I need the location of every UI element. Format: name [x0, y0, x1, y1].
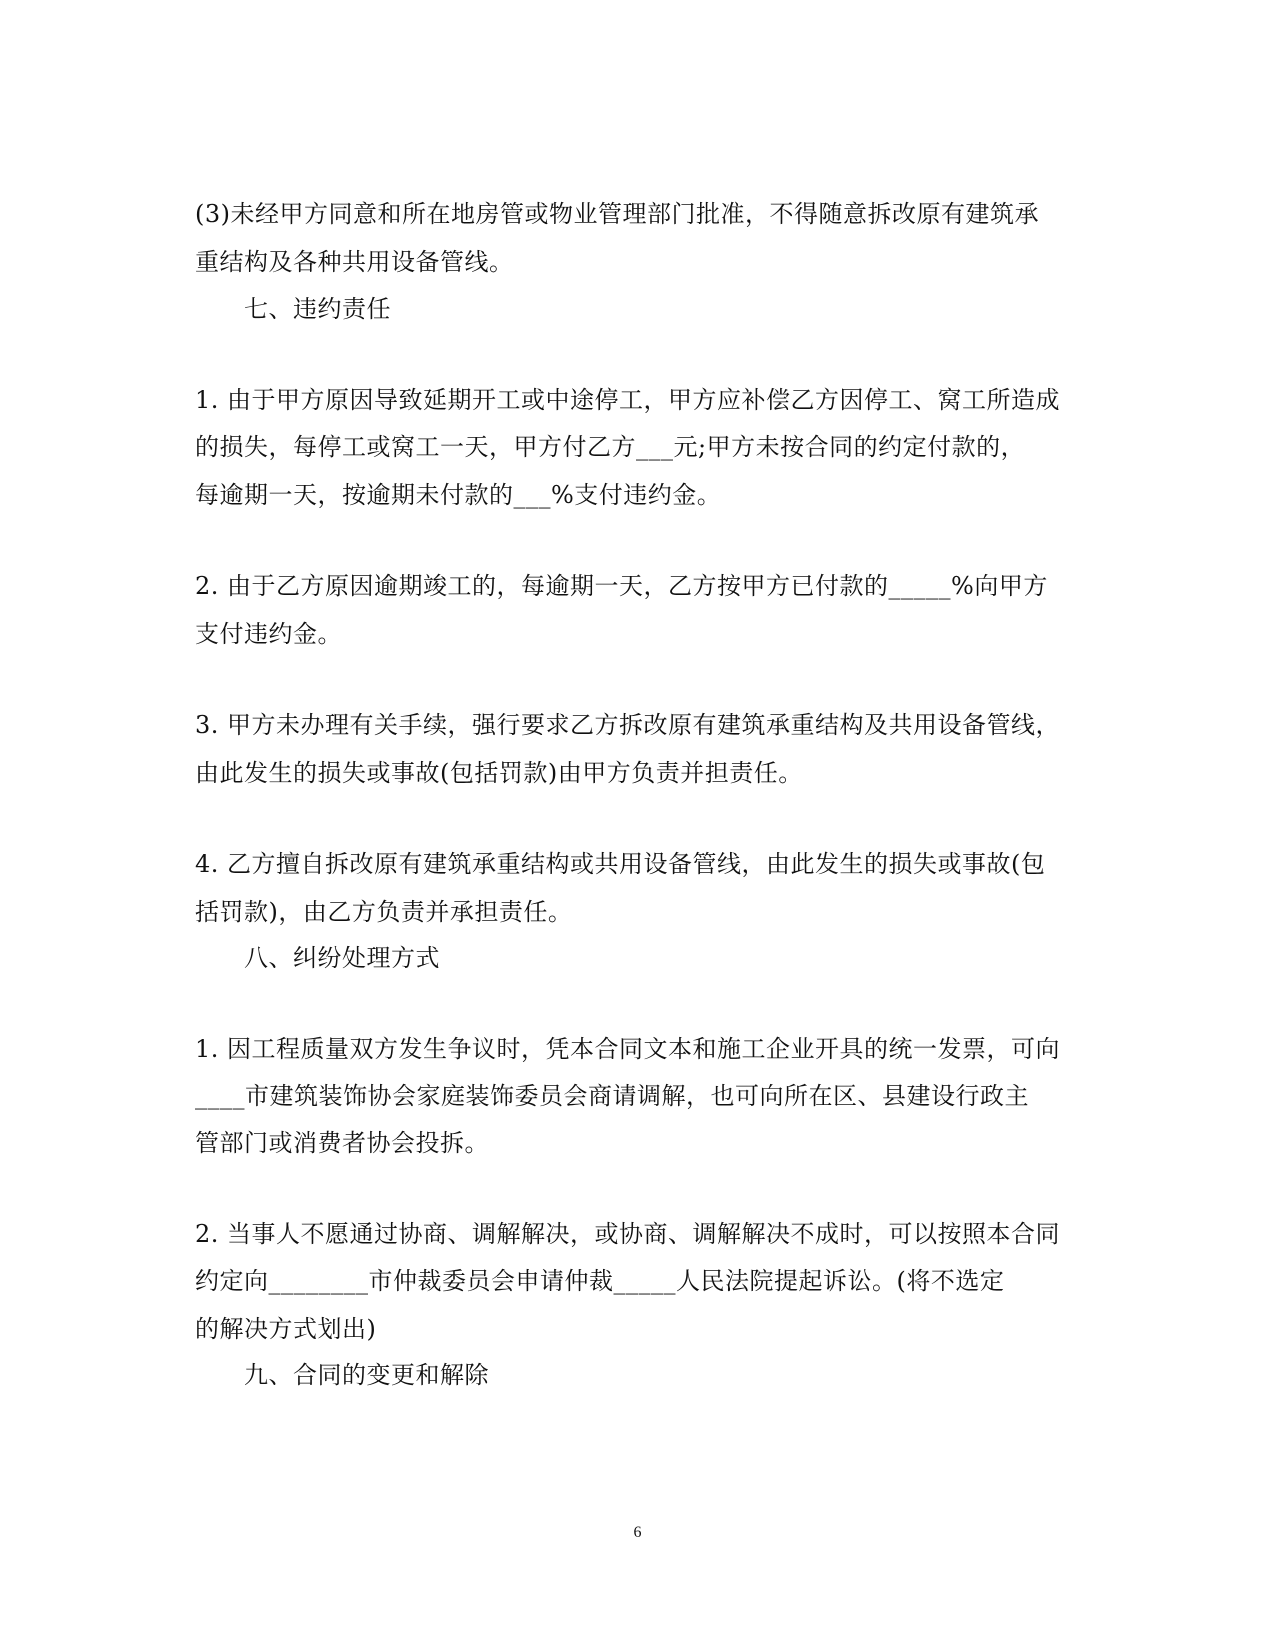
paragraph-line: 2. 当事人不愿通过协商、调解解决，或协商、调解解决不成时，可以按照本合同 — [195, 1220, 1061, 1248]
paragraph-line: 约定向________市仲裁委员会申请仲裁_____人民法院提起诉讼。(将不选定 — [195, 1267, 1005, 1295]
paragraph-line: 2. 由于乙方原因逾期竣工的，每逾期一天，乙方按甲方已付款的_____%向甲方 — [195, 572, 1048, 600]
paragraph-line: ____市建筑装饰协会家庭装饰委员会商请调解，也可向所在区、县建设行政主 — [195, 1082, 1029, 1110]
paragraph-line: 4. 乙方擅自拆改原有建筑承重结构或共用设备管线，由此发生的损失或事故(包 — [195, 850, 1046, 878]
section-heading: 九、合同的变更和解除 — [244, 1361, 489, 1389]
paragraph-line: 每逾期一天，按逾期未付款的___%支付违约金。 — [195, 481, 722, 509]
paragraph-line: 重结构及各种共用设备管线。 — [195, 248, 514, 276]
paragraph-line: 的解决方式划出) — [195, 1315, 377, 1343]
paragraph-line: 1. 由于甲方原因导致延期开工或中途停工，甲方应补偿乙方因停工、窝工所造成 — [195, 386, 1061, 414]
section-heading: 七、违约责任 — [244, 295, 391, 323]
paragraph-line: 由此发生的损失或事故(包括罚款)由甲方负责并担责任。 — [195, 759, 803, 787]
paragraph-line: 3. 甲方未办理有关手续，强行要求乙方拆改原有建筑承重结构及共用设备管线， — [195, 711, 1061, 739]
paragraph-line: 1. 因工程质量双方发生争议时，凭本合同文本和施工企业开具的统一发票，可向 — [195, 1035, 1061, 1063]
paragraph-line: 括罚款)，由乙方负责并承担责任。 — [195, 898, 573, 926]
paragraph-line: 的损失，每停工或窝工一天，甲方付乙方___元;甲方未按合同的约定付款的， — [195, 433, 1026, 461]
paragraph-line: 支付违约金。 — [195, 620, 342, 648]
paragraph-line: 管部门或消费者协会投拆。 — [195, 1129, 489, 1157]
page-number: 6 — [633, 1524, 642, 1541]
section-heading: 八、纠纷处理方式 — [244, 944, 440, 972]
paragraph-line: (3)未经甲方同意和所在地房管或物业管理部门批准，不得随意拆改原有建筑承 — [195, 200, 1039, 228]
